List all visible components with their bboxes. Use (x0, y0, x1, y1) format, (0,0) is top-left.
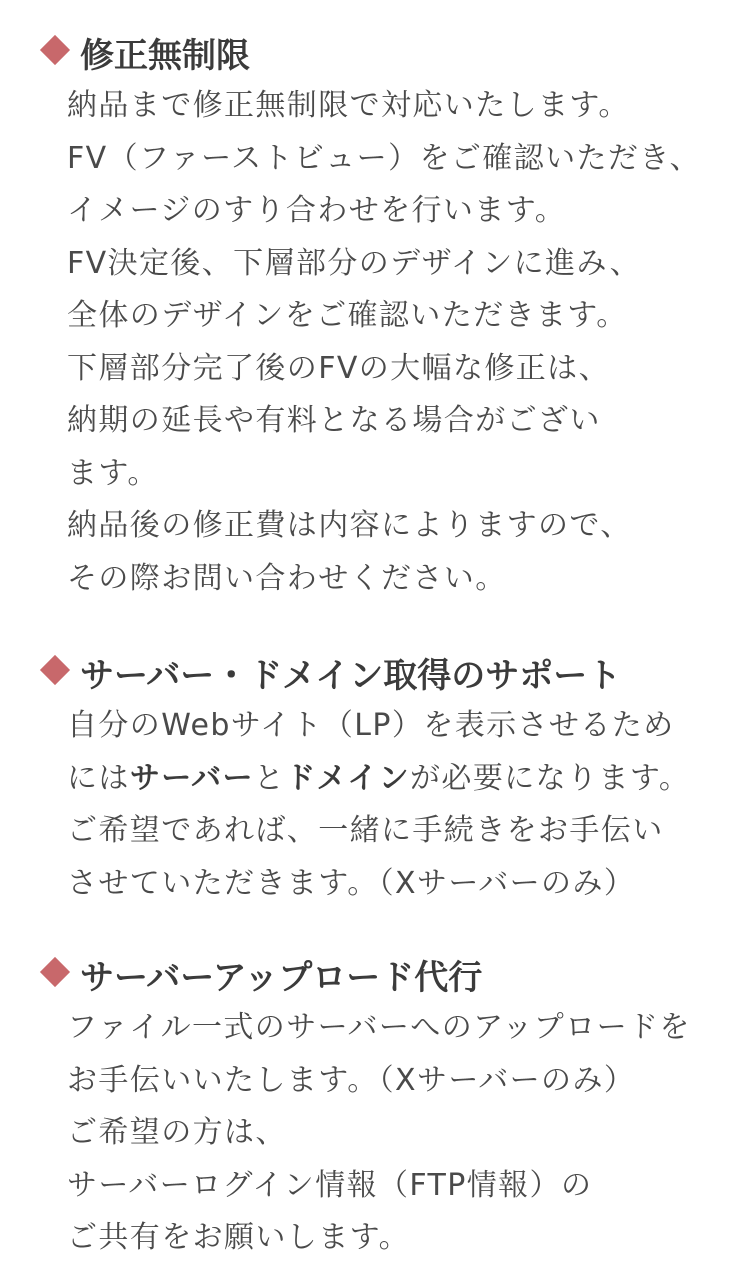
body-line: 納品後の修正費は内容によりますので、 (67, 508, 632, 543)
diamond-icon (40, 655, 70, 685)
section-unlimited-revisions (0, 24, 750, 596)
emphasis-domain: ドメイン (285, 760, 411, 796)
section-title: サーバー・ドメイン取得のサポート (80, 656, 622, 696)
section-title: サーバーアップロード代行 (80, 958, 483, 998)
body-line (67, 753, 737, 806)
body-line: 納品まで修正無制限で対応いたします。 (67, 88, 630, 123)
section-heading (0, 946, 750, 1000)
body-text: と (253, 760, 286, 796)
body-line: ご希望の方は、 (67, 1115, 287, 1150)
diamond-icon (40, 35, 70, 65)
body-line: ご共有をお願いします。 (67, 1220, 410, 1255)
section-heading (0, 24, 750, 78)
body-line: その際お問い合わせください。 (67, 560, 507, 596)
emphasis-server: サーバー (129, 760, 254, 796)
section-server-upload (0, 946, 750, 1255)
section-server-domain-support (0, 644, 750, 901)
body-line: ファイル一式のサーバーへのアップロードを (67, 1010, 691, 1045)
body-text: が必要になります。 (410, 760, 691, 796)
body-line: 全体のデザインをご確認いただきます。 (67, 298, 628, 333)
body-line: ご希望であれば、一緒に手続きをお手伝い (67, 813, 664, 848)
body-text: には (67, 760, 130, 796)
body-line: イメージのすり合わせを行います。 (67, 193, 567, 228)
body-line: サーバーログイン情報（FTP情報）の (67, 1167, 593, 1203)
section-body (67, 1002, 737, 1265)
body-line: FV決定後、下層部分のデザインに進み、 (67, 245, 642, 281)
body-line: 下層部分完了後のFVの大幅な修正は、 (67, 350, 610, 386)
body-line: FV（ファーストビュー）をご確認いただき、 (67, 140, 701, 176)
body-line: お手伝いいたします。（Xサーバーのみ） (67, 1062, 636, 1098)
section-body (67, 700, 737, 910)
body-line: 自分のWebサイト（LP）を表示させるため (67, 708, 675, 743)
body-line: ます。 (67, 455, 159, 491)
body-line: させていただきます。（Xサーバーのみ） (67, 865, 636, 901)
section-body (67, 80, 737, 605)
body-line: 納期の延長や有料となる場合がござい (67, 403, 601, 438)
section-title: 修正無制限 (80, 36, 250, 76)
section-heading (0, 644, 750, 698)
diamond-icon (40, 957, 70, 987)
